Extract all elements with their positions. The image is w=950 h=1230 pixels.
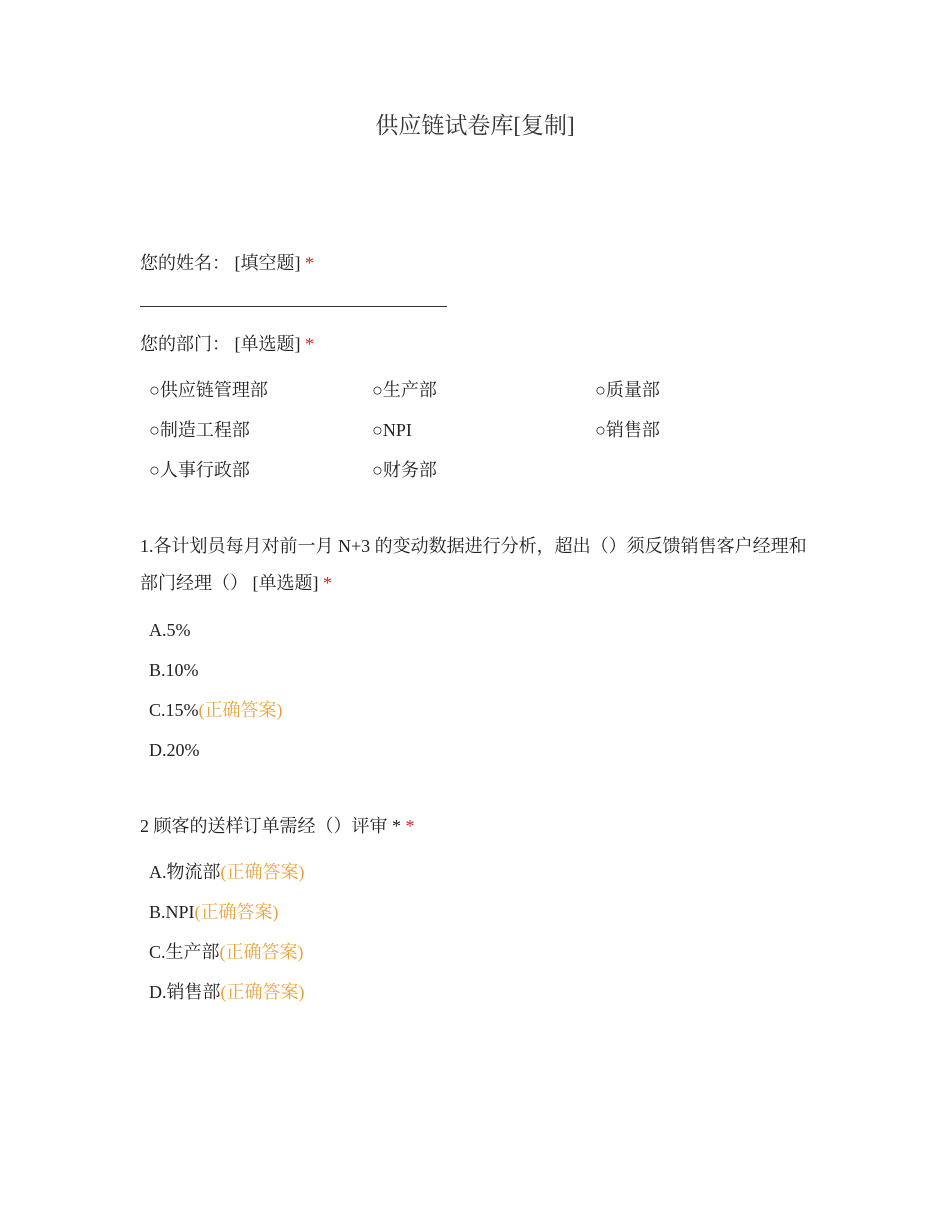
- name-question: [140, 245, 314, 282]
- option-label: C.15%: [149, 700, 199, 720]
- answer-option[interactable]: [149, 900, 279, 924]
- option-label: A.物流部: [149, 862, 221, 882]
- answer-option[interactable]: [149, 860, 305, 884]
- department-option[interactable]: ○生产部: [372, 380, 437, 400]
- department-option[interactable]: ○供应链管理部: [149, 380, 268, 400]
- question-text: 1.各计划员每月对前一月 N+3 的变动数据进行分析，超出（）须反馈销售客户经理和部门经理（）: [140, 536, 807, 593]
- department-option[interactable]: ○NPI: [372, 420, 412, 440]
- option-label: C.生产部: [149, 942, 220, 962]
- department-question: [140, 326, 314, 363]
- answer-option[interactable]: [149, 980, 305, 1004]
- answer-option[interactable]: [149, 738, 200, 762]
- answer-option[interactable]: [149, 940, 304, 964]
- name-label: 您的姓名：: [140, 253, 230, 273]
- department-option[interactable]: ○质量部: [595, 380, 660, 400]
- correct-answer-tag: (正确答案): [219, 942, 304, 962]
- survey-title: 供应链试卷库[复制]: [375, 113, 575, 138]
- required-mark: *: [305, 253, 314, 273]
- question-type-tag: [单选题]: [252, 573, 319, 593]
- answer-option[interactable]: [149, 698, 283, 722]
- correct-answer-tag: (正确答案): [220, 862, 305, 882]
- required-mark: *: [305, 334, 314, 354]
- required-mark: *: [405, 816, 415, 836]
- question-text: 2 顾客的送样订单需经（）评审 *: [140, 816, 401, 836]
- option-label: D.20%: [149, 740, 200, 760]
- department-option[interactable]: ○财务部: [372, 460, 437, 480]
- option-label: A.5%: [149, 620, 191, 640]
- department-option[interactable]: ○销售部: [595, 420, 660, 440]
- question-1: [140, 528, 820, 602]
- correct-answer-tag: (正确答案): [194, 902, 279, 922]
- question-type-tag: [单选题]: [234, 334, 301, 354]
- name-input-line[interactable]: [140, 306, 447, 307]
- option-label: B.10%: [149, 660, 199, 680]
- option-label: D.销售部: [149, 982, 221, 1002]
- question-type-tag: [填空题]: [234, 253, 301, 273]
- answer-option[interactable]: [149, 658, 199, 682]
- required-mark: *: [323, 573, 332, 593]
- department-option[interactable]: ○人事行政部: [149, 460, 250, 480]
- answer-option[interactable]: [149, 618, 191, 642]
- department-label: 您的部门：: [140, 334, 230, 354]
- department-option[interactable]: ○制造工程部: [149, 420, 250, 440]
- question-2: [140, 808, 415, 845]
- correct-answer-tag: (正确答案): [198, 700, 283, 720]
- correct-answer-tag: (正确答案): [220, 982, 305, 1002]
- option-label: B.NPI: [149, 902, 195, 922]
